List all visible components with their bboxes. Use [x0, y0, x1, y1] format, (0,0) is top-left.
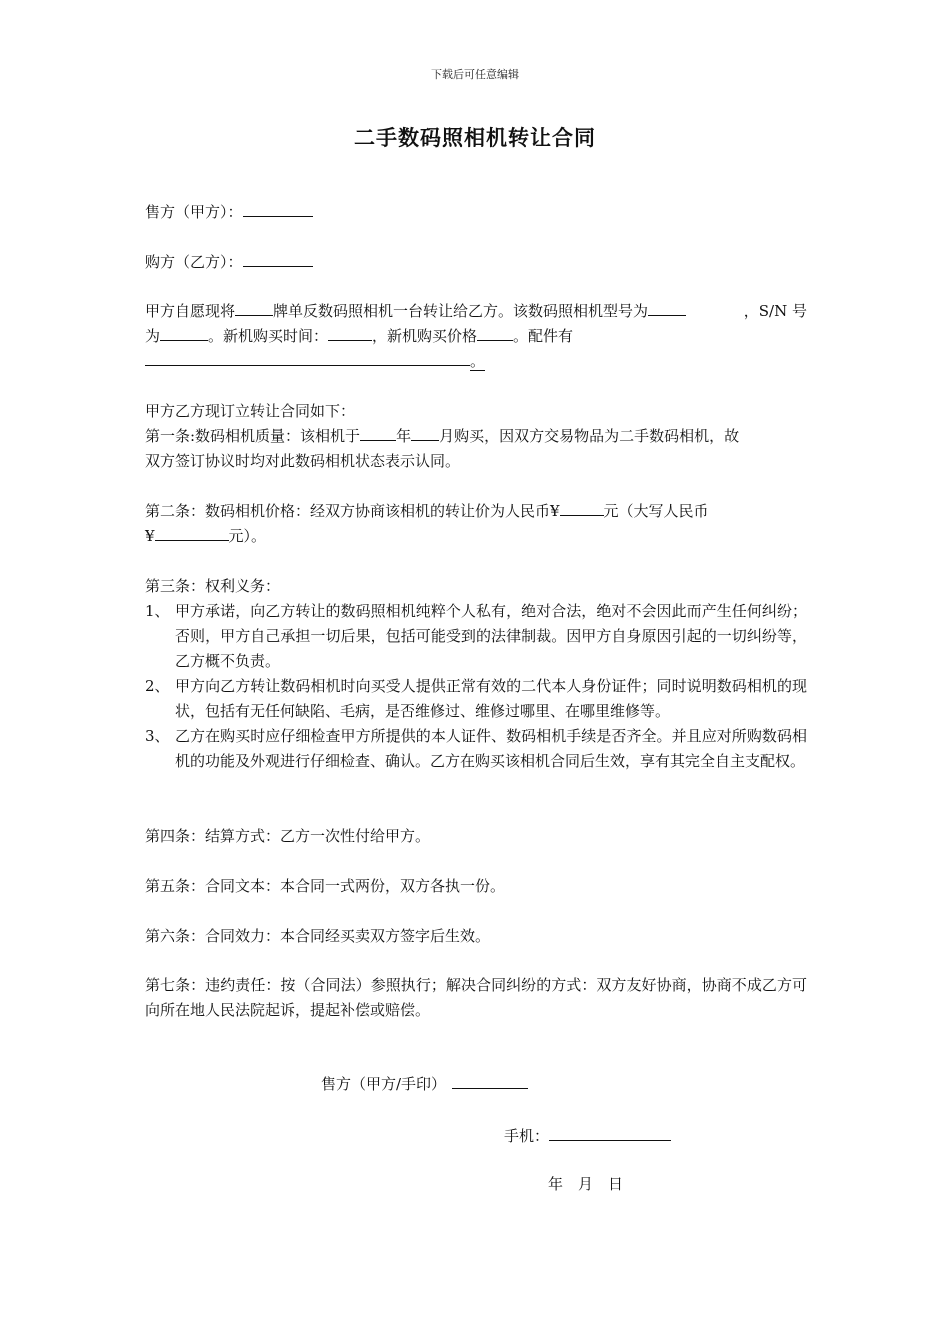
intro-text: 。新机购买时间：: [208, 327, 329, 345]
buyer-label: 购方（乙方）：: [145, 253, 243, 271]
article1-text: 月购买，因双方交易物品为二手数码相机，故: [439, 427, 740, 445]
intro-text: ，S/N 号: [743, 302, 807, 320]
intro-text: ，新机购买价格: [372, 327, 478, 345]
list-item-number: 3、: [145, 727, 170, 745]
seller-signature-line: [321, 1072, 528, 1097]
seller-name-blank: [243, 200, 313, 217]
phone-blank: [549, 1124, 671, 1141]
list-item: [145, 724, 807, 774]
list-item-text: 甲方向乙方转让数码相机时向买受人提供正常有效的二代本人身份证件；同时说明数码相机的现状，包括有无任何缺陷、毛病，是否维修过、维修过哪里、在哪里维修等。: [175, 677, 807, 720]
intro-text: 。: [470, 352, 486, 370]
price-blank: [560, 499, 604, 516]
model-blank: [648, 299, 686, 316]
article7: 第七条：违约责任：按（合同法）参照执行；解决合同纠纷的方式：双方友好协商，协商不成乙方可向所在地人民法院起诉，提起补偿或赔偿。: [145, 976, 807, 1019]
article4: 第四条：结算方式：乙方一次性付给甲方。: [145, 827, 431, 845]
accessories-blank: [145, 349, 470, 366]
list-item-number: 2、: [145, 677, 170, 695]
article6: 第六条：合同效力：本合同经买卖双方签字后生效。: [145, 927, 491, 945]
agree-line: 甲方乙方现订立转让合同如下：: [145, 402, 356, 420]
article1-line-1: [145, 424, 807, 449]
intro-line-1: [145, 299, 807, 324]
sn-blank: [160, 324, 208, 341]
list-item-number: 1、: [145, 602, 170, 620]
article2-text: ¥: [145, 527, 155, 545]
list-item-text: 乙方在购买时应仔细检查甲方所提供的本人证件、数码相机手续是否齐全。并且应对所购数码相机的功能及外观进行仔细检查、确认。乙方在购买该相机合同后生效，享有其完全自主支配权。: [175, 727, 807, 770]
purchase-date-blank: [328, 324, 372, 341]
list-item: [145, 599, 807, 674]
article3-heading: 第三条：权利义务：: [145, 577, 281, 595]
article1-text: 年: [396, 427, 412, 445]
article1-text: 第一条:数码相机质量：该相机于: [145, 427, 361, 445]
intro-text: 牌单反数码照相机一台转让给乙方。该数码照相机型号为: [273, 302, 649, 320]
seller-label: 售方（甲方）：: [145, 203, 243, 221]
phone-label: 手机：: [504, 1127, 550, 1145]
article2-text: 元）。: [228, 527, 267, 545]
page-title: 二手数码照相机转让合同: [354, 126, 596, 150]
intro-line-2: [145, 324, 807, 349]
article2-text: 元（大写人民币: [603, 502, 709, 520]
buyer-name-blank: [243, 250, 313, 267]
article3-list: [145, 599, 807, 774]
article2-line-2: [145, 524, 807, 549]
article2-text: 第二条：数码相机价格：经双方协商该相机的转让价为人民币¥: [145, 502, 560, 520]
buyer-line: [145, 250, 807, 275]
price-uppercase-blank: [155, 524, 229, 541]
seller-line: [145, 200, 807, 225]
header-note: 下载后可任意编辑: [431, 68, 519, 81]
purchase-price-blank: [477, 324, 513, 341]
article5: 第五条：合同文本：本合同一式两份，双方各执一份。: [145, 877, 506, 895]
intro-text: 。配件有: [513, 327, 574, 345]
article2-line-1: [145, 499, 807, 524]
article1-line-2: 双方签订协议时均对此数码相机状态表示认同。: [145, 452, 461, 470]
seller-signature-label: 售方（甲方/手印）: [321, 1075, 447, 1093]
intro-text: 为: [145, 327, 161, 345]
year-blank: [360, 424, 396, 441]
date-line: 年 月 日: [548, 1175, 624, 1193]
phone-line: [504, 1124, 671, 1149]
seller-signature-blank: [452, 1072, 528, 1089]
list-item: [145, 674, 807, 724]
list-item-text: 甲方承诺，向乙方转让的数码照相机纯粹个人私有，绝对合法，绝对不会因此而产生任何纠纷；否则，甲方自己承担一切后果，包括可能受到的法律制裁。因甲方自身原因引起的一切纠纷等，乙方概不负责。: [175, 602, 807, 670]
month-blank: [411, 424, 439, 441]
intro-line-3: [145, 349, 807, 374]
intro-text: 甲方自愿现将: [145, 302, 236, 320]
brand-blank: [235, 299, 273, 316]
